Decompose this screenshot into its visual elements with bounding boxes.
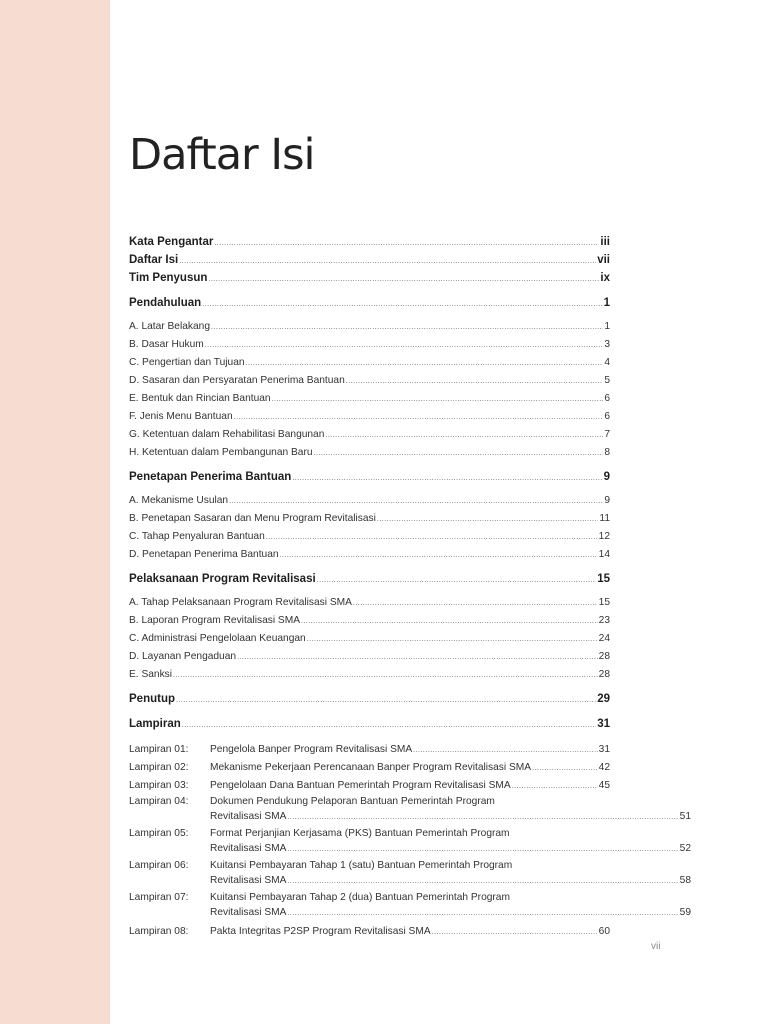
lampiran-number: Lampiran 08: [129, 926, 189, 937]
toc-entry-label: Revitalisasi SMA [210, 906, 287, 918]
toc-subentry[interactable] [129, 528, 610, 546]
toc-entry-label: A. Latar Belakang [129, 321, 210, 332]
toc-subentry[interactable] [129, 594, 610, 612]
side-color-band [0, 0, 110, 1024]
toc-subentry[interactable] [129, 444, 610, 462]
toc-subentry[interactable] [129, 354, 610, 372]
toc-entry-label: Penetapan Penerima Bantuan [129, 471, 292, 483]
dot-leader [176, 693, 596, 709]
dot-leader [325, 427, 603, 444]
lampiran-entry[interactable] [129, 777, 610, 795]
dot-leader [266, 529, 598, 546]
dot-leader [208, 272, 599, 288]
dot-leader [413, 742, 598, 759]
toc-entry-label: Format Perjanjian Kerjasama (PKS) Bantuan Pemerintah Program [210, 828, 510, 839]
toc-subentry[interactable] [129, 426, 610, 444]
lampiran-number: Lampiran 04: [129, 796, 189, 807]
page-number: vii [651, 941, 661, 952]
spacer [129, 734, 610, 741]
toc-entry-page: 11 [599, 513, 610, 524]
toc-entry-label: Pakta Integritas P2SP Program Revitalisasi SMA [210, 926, 431, 937]
toc-entry-page: 51 [679, 810, 691, 822]
dot-leader [287, 875, 678, 890]
toc-entry-label: C. Administrasi Pengelolaan Keuangan [129, 633, 306, 644]
toc-entry-label: Penutup [129, 693, 175, 705]
toc-chapter[interactable] [129, 295, 610, 313]
toc-entry-label: H. Ketentuan dalam Pembangunan Baru [129, 447, 313, 458]
toc-subentry[interactable] [129, 546, 610, 564]
lampiran-entry[interactable] [129, 859, 610, 874]
toc-entry-page: 58 [679, 874, 691, 886]
toc-entry-label: B. Laporan Program Revitalisasi SMA [129, 615, 300, 626]
toc-entry-label: B. Penetapan Sasaran dan Menu Program Revitalisasi [129, 513, 376, 524]
toc-entry-label: Tim Penyusun [129, 272, 208, 284]
toc-entry-label: C. Tahap Penyaluran Bantuan [129, 531, 265, 542]
dot-leader [287, 811, 678, 826]
toc-entry-label: D. Sasaran dan Persyaratan Penerima Bantuan [129, 375, 345, 386]
toc-entry-page: 1 [604, 321, 610, 332]
toc-chapter[interactable] [129, 469, 610, 487]
lampiran-entry[interactable] [129, 842, 691, 858]
lampiran-entry[interactable] [129, 810, 691, 826]
toc-entry-label: A. Mekanisme Usulan [129, 495, 229, 506]
toc-subentry[interactable] [129, 372, 610, 390]
lampiran-number: Lampiran 03: [129, 780, 189, 791]
dot-leader [317, 573, 597, 589]
toc-subentry[interactable] [129, 492, 610, 510]
dot-leader [353, 595, 598, 612]
dot-leader [246, 355, 604, 372]
toc-entry-page: 1 [603, 297, 610, 309]
dot-leader [229, 493, 603, 510]
lampiran-entry[interactable] [129, 741, 610, 759]
toc-entry-page: vii [597, 254, 610, 266]
toc-subentry[interactable] [129, 648, 610, 666]
lampiran-entry[interactable] [129, 906, 691, 922]
toc-subentry[interactable] [129, 336, 610, 354]
toc-entry-page: 12 [598, 531, 610, 542]
toc-entry-label: Mekanisme Pekerjaan Perencanaan Banper Program Revitalisasi SMA [210, 762, 532, 773]
lampiran-entry[interactable] [129, 891, 610, 906]
dot-leader [377, 511, 599, 528]
toc-entry-page: 28 [598, 669, 610, 680]
lampiran-number: Lampiran 01: [129, 744, 189, 755]
toc-entry-label: D. Layanan Pengaduan [129, 651, 237, 662]
dot-leader [301, 613, 598, 630]
toc-entry-label: B. Dasar Hukum [129, 339, 204, 350]
dot-leader [179, 254, 596, 270]
lampiran-entry[interactable] [129, 827, 610, 842]
toc-entry-page: 52 [679, 842, 691, 854]
toc-entry-page: 42 [598, 762, 610, 773]
toc-entry-label: Revitalisasi SMA [210, 874, 287, 886]
dot-leader [272, 391, 604, 408]
toc-entry-label: Revitalisasi SMA [210, 842, 287, 854]
toc-chapter[interactable] [129, 716, 610, 734]
page-title: Daftar Isi [129, 130, 315, 180]
toc-entry-label: Revitalisasi SMA [210, 810, 287, 822]
toc-entry-page: 6 [604, 393, 610, 404]
toc-entry-label: D. Penetapan Penerima Bantuan [129, 549, 279, 560]
toc-entry-label: Pelaksanaan Program Revitalisasi [129, 573, 316, 585]
lampiran-number: Lampiran 07: [129, 892, 189, 903]
toc-entry-page: 24 [598, 633, 610, 644]
toc-chapter[interactable] [129, 691, 610, 709]
toc-entry-page: 6 [604, 411, 610, 422]
toc-entry-label: Lampiran [129, 718, 181, 730]
spacer [129, 564, 610, 571]
toc-front-entry[interactable] [129, 270, 610, 288]
spacer [129, 684, 610, 691]
toc-entry-page: 29 [597, 693, 610, 705]
toc-entry-page: 3 [604, 339, 610, 350]
toc-entry-page: ix [600, 272, 610, 284]
toc-entry-label: Pengelolaan Dana Bantuan Pemerintah Program Revitalisasi SMA [210, 780, 511, 791]
toc-entry-label: Daftar Isi [129, 254, 179, 266]
dot-leader [287, 843, 678, 858]
toc-entry-page: 60 [598, 926, 610, 937]
toc-entry-label: E. Sanksi [129, 669, 173, 680]
dot-leader [307, 631, 598, 648]
dot-leader [280, 547, 598, 564]
lampiran-entry[interactable] [129, 923, 610, 941]
lampiran-entry[interactable] [129, 795, 610, 810]
dot-leader [432, 924, 598, 941]
toc-entry-label: A. Tahap Pelaksanaan Program Revitalisasi SMA [129, 597, 352, 608]
dot-leader [234, 409, 604, 426]
lampiran-number: Lampiran 02: [129, 762, 189, 773]
dot-leader [237, 649, 598, 666]
dot-leader [205, 337, 604, 354]
dot-leader [346, 373, 604, 390]
toc-front-entry[interactable] [129, 234, 610, 252]
toc-subentry[interactable] [129, 510, 610, 528]
table-of-contents [129, 234, 691, 941]
toc-entry-page: 23 [598, 615, 610, 626]
toc-entry-page: 7 [604, 429, 610, 440]
dot-leader [214, 236, 599, 252]
toc-subentry[interactable] [129, 390, 610, 408]
lampiran-entry[interactable] [129, 874, 691, 890]
toc-entry-page: 4 [604, 357, 610, 368]
spacer [129, 462, 610, 469]
toc-entry-page: 9 [604, 495, 610, 506]
toc-subentry[interactable] [129, 612, 610, 630]
toc-entry-label: G. Ketentuan dalam Rehabilitasi Bangunan [129, 429, 325, 440]
dot-leader [202, 297, 602, 313]
toc-entry-page: 9 [603, 471, 610, 483]
toc-subentry[interactable] [129, 630, 610, 648]
spacer [129, 288, 610, 295]
lampiran-number: Lampiran 06: [129, 860, 189, 871]
toc-entry-label: Pengelola Banper Program Revitalisasi SMA [210, 744, 413, 755]
toc-entry-page: iii [600, 236, 610, 248]
dot-leader [287, 907, 678, 922]
dot-leader [512, 778, 598, 795]
toc-entry-label: C. Pengertian dan Tujuan [129, 357, 245, 368]
dot-leader [182, 718, 596, 734]
dot-leader [173, 667, 598, 684]
toc-entry-label: Pendahuluan [129, 297, 202, 309]
lampiran-entry[interactable] [129, 759, 610, 777]
toc-entry-page: 8 [604, 447, 610, 458]
toc-entry-page: 45 [598, 780, 610, 791]
toc-entry-page: 15 [597, 573, 610, 585]
toc-entry-page: 59 [679, 906, 691, 918]
toc-entry-page: 31 [597, 718, 610, 730]
toc-chapter[interactable] [129, 571, 610, 589]
toc-entry-page: 31 [598, 744, 610, 755]
dot-leader [314, 445, 604, 462]
spacer [129, 709, 610, 716]
toc-entry-label: E. Bentuk dan Rincian Bantuan [129, 393, 271, 404]
toc-entry-page: 15 [598, 597, 610, 608]
toc-subentry[interactable] [129, 408, 610, 426]
toc-entry-label: Dokumen Pendukung Pelaporan Bantuan Pemerintah Program [210, 796, 495, 807]
toc-subentry[interactable] [129, 318, 610, 336]
toc-front-entry[interactable] [129, 252, 610, 270]
toc-subentry[interactable] [129, 666, 610, 684]
dot-leader [532, 760, 598, 777]
dot-leader [211, 319, 603, 336]
toc-entry-page: 14 [598, 549, 610, 560]
toc-entry-page: 28 [598, 651, 610, 662]
toc-entry-label: Kuitansi Pembayaran Tahap 1 (satu) Bantuan Pemerintah Program [210, 860, 513, 871]
dot-leader [292, 471, 602, 487]
toc-entry-page: 5 [604, 375, 610, 386]
toc-entry-label: Kuitansi Pembayaran Tahap 2 (dua) Bantuan Pemerintah Program [210, 892, 510, 903]
toc-entry-label: F. Jenis Menu Bantuan [129, 411, 233, 422]
lampiran-number: Lampiran 05: [129, 828, 189, 839]
toc-entry-label: Kata Pengantar [129, 236, 214, 248]
